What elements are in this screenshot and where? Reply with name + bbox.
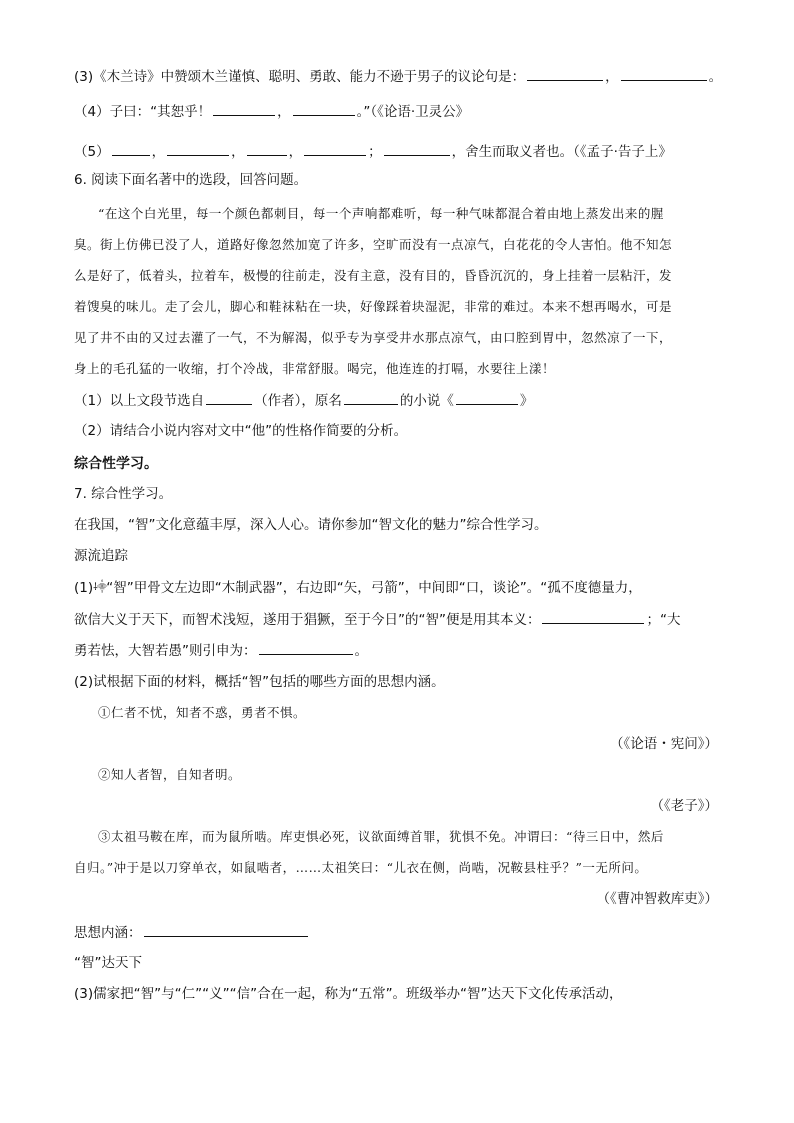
q7-intro: 在我国，“智”文化意蕴丰厚，深入人心。请你参加“智文化的魅力”综合性学习。 — [74, 517, 548, 533]
thought-content — [74, 922, 310, 943]
answer-blank[interactable] — [167, 141, 229, 156]
answer-blank[interactable] — [293, 101, 355, 116]
q6-sub-2: （2）请结合小说内容对文中“他”的性格作简要的分析。 — [74, 423, 408, 439]
sub-heading-origin: 源流追踪 — [74, 548, 128, 564]
q6-sub-1 — [74, 390, 533, 411]
q6-passage-line: 么是好了，低着头，拉着车，极慢的往前走，没有主意，没有目的，昏昏沉沉的，身上挂着一层粘汗，发 — [74, 268, 673, 283]
q7-title: 7. 综合性学习。 — [74, 486, 173, 502]
answer-blank[interactable] — [206, 390, 252, 405]
separator: ， — [151, 144, 166, 160]
section-heading: 综合性学习。 — [74, 456, 158, 472]
q6-sub-1-text: 的小说《 — [399, 393, 454, 409]
answer-blank[interactable] — [542, 609, 644, 624]
separator: ， — [288, 144, 303, 160]
q5-item-3 — [74, 66, 722, 87]
answer-blank[interactable] — [304, 141, 366, 156]
separator: 。 — [708, 69, 723, 85]
material-3-line-2: 自归。”冲于是以刀穿单衣，如鼠啮者，……太祖笑曰：“儿衣在侧，尚啮，况鞍县柱乎？”一无所问。 — [74, 860, 648, 875]
separator: ， — [231, 144, 245, 160]
q6-passage-line: 身上的毛孔猛的一收缩，打个冷战，非常舒服。喝完，他连连的打嗝，水要往上漾！ — [74, 361, 556, 376]
material-3-line-1: ③太祖马鞍在库，而为鼠所啮。库吏惧必死，议欲面缚首罪，犹惧不免。冲谓曰：“待三日中，然后 — [98, 829, 664, 844]
q5-item-4 — [74, 101, 469, 122]
answer-blank[interactable] — [144, 922, 308, 937]
separator: ； — [368, 144, 382, 160]
material-1-source: （《论语・宪问》） — [610, 736, 718, 752]
q6-sub-1-text: （作者），原名 — [254, 393, 342, 409]
q6-passage-line: 着馊臭的味儿。走了会儿，脚心和鞋袜粘在一块，好像踩着块湿泥，非常的难过。本来不想再喝水，可是 — [74, 299, 673, 314]
q7-item-1-text: 勇若怯，大智若愚”则引申为： — [74, 643, 257, 659]
answer-blank[interactable] — [247, 141, 287, 156]
q7-item-3: (3)儒家把“智”与“仁”“义”“信”合在一起，称为“五常”。班级举办“智”达天下文化传承活动， — [74, 986, 623, 1002]
material-2: ②知人者智，自知者明。 — [98, 767, 242, 782]
answer-blank[interactable] — [344, 390, 398, 405]
answer-blank[interactable] — [527, 66, 603, 81]
q5-item-3-text: (3)《木兰诗》中赞颂木兰谨慎、聪明、勇敢、能力不逊于男子的议论句是： — [74, 69, 526, 85]
q6-passage-line: 臭。街上仿佛已没了人，道路好像忽然加宽了许多，空旷而没有一点凉气，白花花的令人害怕。他不知怎 — [74, 237, 673, 252]
q7-item-1-text: “智”甲骨文左边即“木制武器”，右边即“矢，弓箭”，中间即“口，谈论”。“孤不度德量力， — [106, 580, 642, 596]
material-3-source: （《曹冲智救库吏》） — [596, 891, 718, 907]
answer-blank[interactable] — [213, 101, 275, 116]
q5-item-5-source: ，舍生而取义者也。（《孟子·告子上》 — [451, 144, 672, 160]
q5-item-5 — [74, 141, 672, 162]
q5-item-4-source: 。”（《论语·卫灵公》 — [356, 104, 470, 120]
answer-blank[interactable] — [621, 66, 707, 81]
answer-blank[interactable] — [259, 640, 353, 655]
answer-blank[interactable] — [384, 141, 450, 156]
q6-title: 6. 阅读下面名著中的选段，回答问题。 — [74, 172, 308, 188]
oracle-bone-character-image: ⸸⸎ — [93, 582, 107, 593]
material-1: ①仁者不忧，知者不惑，勇者不惧。 — [98, 705, 307, 720]
sub-heading-spread: “智”达天下 — [74, 955, 142, 971]
q6-passage-line: “在这个白光里，每一个颜色都刺目，每一个声响都难听，每一种气味都混合着由地上蒸发出来的腥 — [98, 206, 664, 221]
answer-blank[interactable] — [112, 141, 150, 156]
q6-passage-line: 见了井不由的又过去灌了一气，不为解渴，似乎专为享受井水那点凉气，由口腔到胃中，忽然凉了一下， — [74, 330, 673, 345]
separator: ， — [605, 69, 619, 85]
q7-item-1-text: 。 — [354, 643, 368, 659]
material-2-source: （《老子》） — [650, 798, 718, 814]
item-number: (1) — [74, 580, 94, 596]
separator: ， — [277, 104, 291, 120]
q5-item-5-number: （5） — [74, 144, 110, 160]
thought-label: 思想内涵： — [74, 925, 142, 941]
q6-sub-1-text: 》 — [519, 393, 534, 409]
q7-item-1-line-3 — [74, 640, 368, 661]
q7-item-1-text: 欲信大义于天下，而智术浅短，遂用于猖獗，至于今日”的“智”便是用其本义： — [74, 612, 541, 628]
answer-blank[interactable] — [456, 390, 518, 405]
q7-item-2: (2)试根据下面的材料，概括“智”包括的哪些方面的思想内涵。 — [74, 674, 445, 690]
q6-sub-1-text: （1）以上文段节选自 — [74, 393, 205, 409]
q7-item-1-text: ；“大 — [646, 612, 681, 628]
q7-item-1-line-1 — [74, 578, 642, 598]
q7-item-1-line-2 — [74, 609, 680, 630]
q5-item-4-text: （4）子曰：“其恕乎！ — [74, 104, 212, 120]
